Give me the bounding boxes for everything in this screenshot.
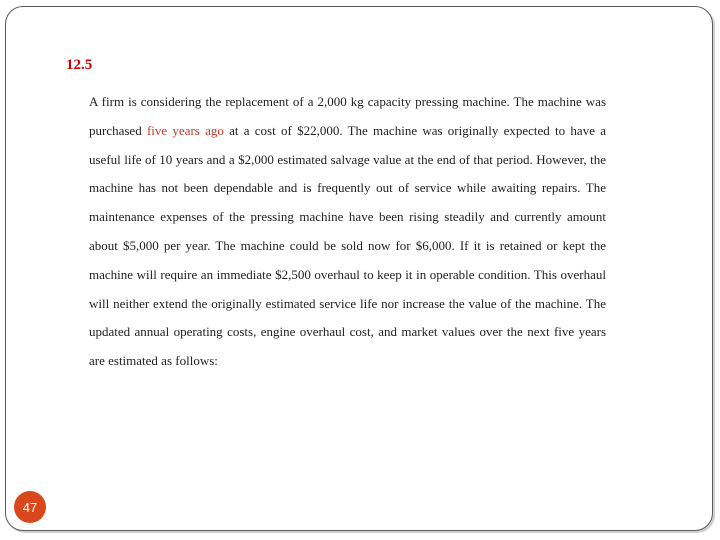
page-number-badge: 47 bbox=[14, 491, 46, 523]
problem-text-part-2: at a cost of $22,000. The machine was originally expected to have a useful life of 10 years and a $2,000 estimated salvage value at the end of that period. However, the machine has not been dependable and is frequently out of service while awaiting repairs. The maintenance expenses of the pressing machine have been rising steadily and currently amount about $5,000 per year. The machine could be sold now for $6,000. If it is retained or kept the machine will require an immediate $2,500 overhaul to keep it in operable condition. This overhaul will neither extend the originally estimated service life nor increase the value of the machine. The updated annual operating costs, engine overhaul cost, and market values over the next five years are estimated as follows: bbox=[89, 122, 606, 369]
highlighted-phrase: five years ago bbox=[146, 122, 224, 138]
problem-text-part-1: A firm is considering the replacement of a 2,000 kg capacity pressing machine. The machine was purchased bbox=[89, 94, 606, 138]
problem-statement bbox=[89, 88, 606, 376]
section-number: 12.5 bbox=[66, 57, 93, 73]
